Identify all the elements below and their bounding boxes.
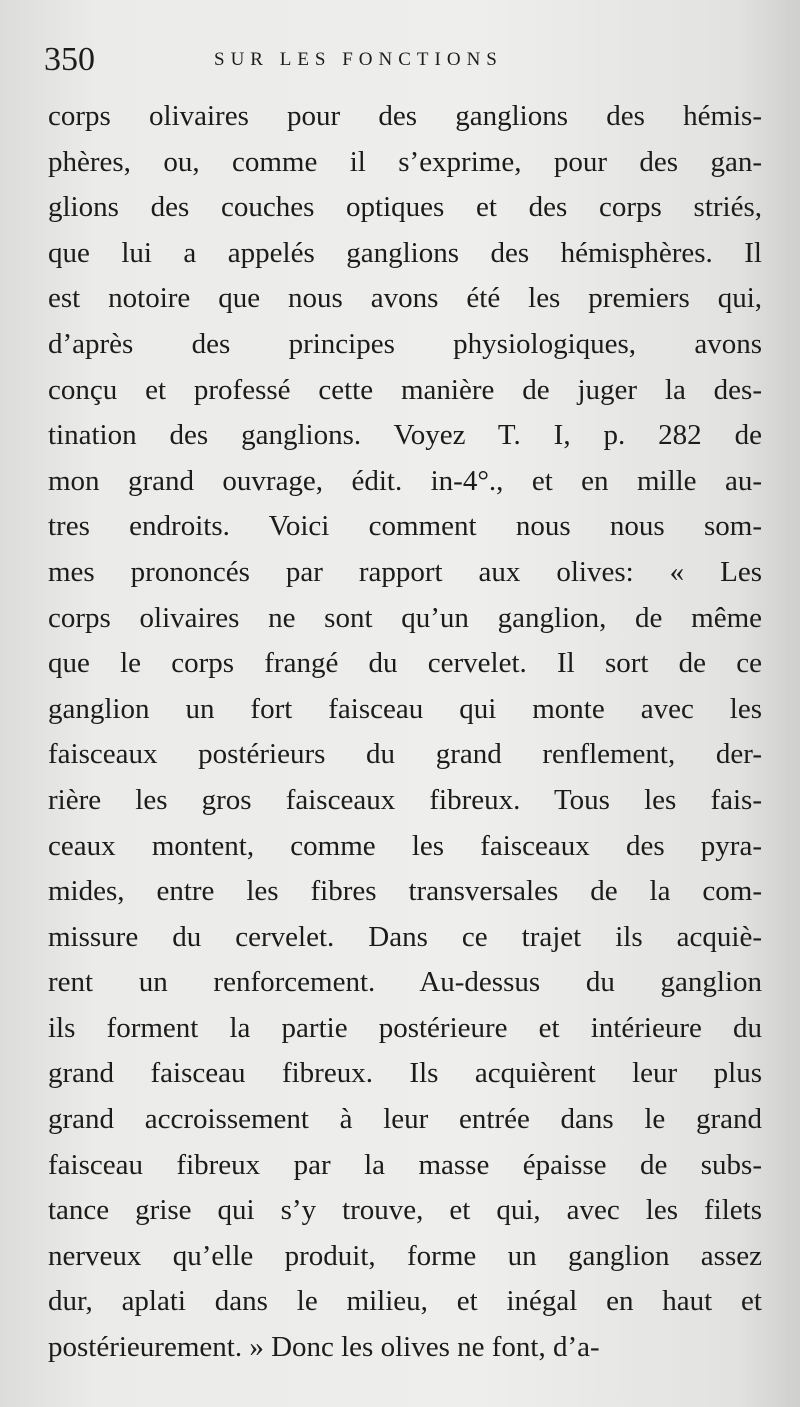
- text-line: postérieurement. » Donc les olives ne font, d’a-: [48, 1331, 600, 1364]
- text-line: tination des ganglions. Voyez T. I, p. 282 de: [48, 419, 762, 452]
- text-line: missure du cervelet. Dans ce trajet ils acquiè-: [48, 920, 762, 953]
- text-line: corps olivaires pour des ganglions des hémis-: [48, 100, 762, 132]
- text-line: ceaux montent, comme les faisceaux des pyra-: [48, 829, 762, 862]
- text-line: nerveux qu’elle produit, forme un ganglion assez: [48, 1239, 762, 1272]
- text-line: faisceaux postérieurs du grand renflement, der-: [48, 738, 762, 771]
- text-line: dur, aplati dans le milieu, et inégal en haut et: [48, 1285, 762, 1318]
- text-line: mon grand ouvrage, édit. in-4°., et en mille au-: [48, 464, 762, 497]
- text-line: d’après des principes physiologiques, avons: [48, 327, 762, 360]
- page-number: 350: [44, 41, 95, 78]
- text-line: phères, ou, comme il s’exprime, pour des gan-: [48, 145, 762, 178]
- running-head: SUR LES FONCTIONS: [214, 49, 503, 70]
- text-line: conçu et professé cette manière de juger la des-: [48, 373, 762, 406]
- page-header: [44, 40, 764, 84]
- text-line: mides, entre les fibres transversales de la com-: [48, 875, 762, 908]
- text-line: ganglion un fort faisceau qui monte avec les: [48, 692, 762, 725]
- text-line: est notoire que nous avons été les premiers qui,: [48, 282, 762, 315]
- text-line: que le corps frangé du cervelet. Il sort de ce: [48, 647, 762, 680]
- text-line: que lui a appelés ganglions des hémisphères. Il: [48, 236, 762, 269]
- text-line: tance grise qui s’y trouve, et qui, avec les filets: [48, 1194, 762, 1227]
- text-line: glions des couches optiques et des corps striés,: [48, 191, 762, 224]
- text-line: mes prononcés par rapport aux olives: « Les: [48, 555, 762, 588]
- text-line: grand accroissement à leur entrée dans le grand: [48, 1103, 762, 1136]
- text-line: rière les gros faisceaux fibreux. Tous les fais-: [48, 783, 762, 816]
- body-text: [48, 94, 762, 1371]
- text-line: tres endroits. Voici comment nous nous som-: [48, 510, 762, 543]
- text-line: faisceau fibreux par la masse épaisse de subs-: [48, 1148, 762, 1181]
- text-line: ils forment la partie postérieure et intérieure du: [48, 1011, 762, 1044]
- text-line: corps olivaires ne sont qu’un ganglion, de même: [48, 601, 762, 634]
- text-line: rent un renforcement. Au-dessus du ganglion: [48, 966, 762, 999]
- text-line: grand faisceau fibreux. Ils acquièrent leur plus: [48, 1057, 762, 1090]
